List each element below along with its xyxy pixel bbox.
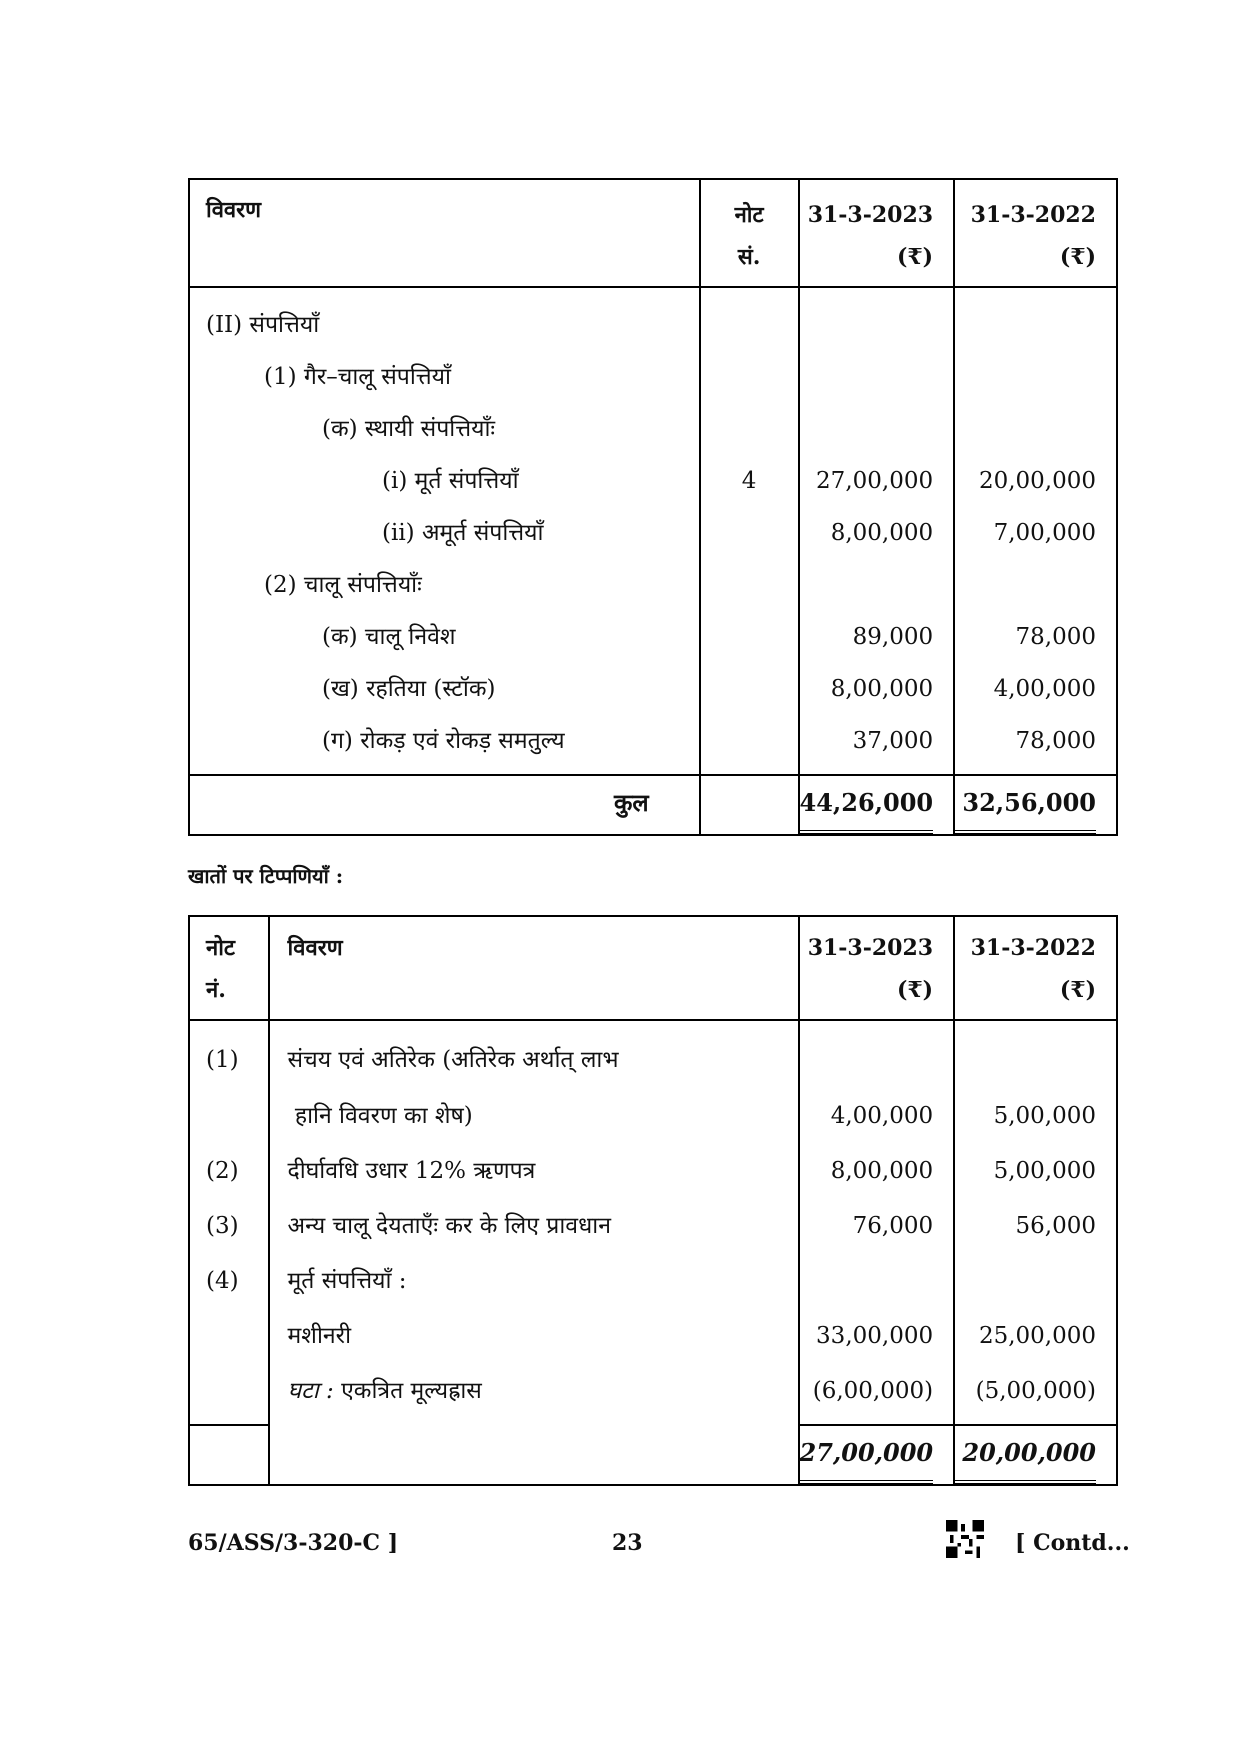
balance-sheet-table xyxy=(188,178,1118,836)
row-label: (ii) अमूर्त संपत्तियाँ xyxy=(382,520,544,546)
total-2022: 20,00,000 xyxy=(954,1425,1117,1485)
row-label: (II) संपत्तियाँ xyxy=(206,312,320,338)
continued-label: [ Contd... xyxy=(1015,1530,1130,1556)
col-particulars: विवरण xyxy=(269,916,799,1020)
table-row xyxy=(189,403,1117,455)
total-2022: 32,56,000 xyxy=(954,775,1117,835)
table-header xyxy=(189,179,1117,287)
table-header xyxy=(189,916,1117,1020)
paper-code: 65/ASS/3-320-C ] xyxy=(188,1530,399,1556)
table-row: (ग) रोकड़ एवं रोकड़ समतुल्य 37,000 78,000 xyxy=(189,715,1117,767)
col-year-2022: 31-3-2022 (₹) xyxy=(954,179,1117,287)
total-2023: 44,26,000 xyxy=(799,775,955,835)
row-label: (ग) रोकड़ एवं रोकड़ समतुल्य xyxy=(322,728,565,754)
table-row: घटा : एकत्रित मूल्यह्रास (6,00,000) (5,00,000) xyxy=(189,1364,1117,1419)
row-label: (क) चालू निवेश xyxy=(322,624,456,650)
table-row xyxy=(189,351,1117,403)
table-row: (ख) रहतिया (स्टॉक) 8,00,000 4,00,000 xyxy=(189,663,1117,715)
less-depreciation-label: घटा : एकत्रित मूल्यह्रास xyxy=(269,1364,799,1419)
page-number: 23 xyxy=(612,1530,643,1556)
table-row: हानि विवरण का शेष) 4,00,000 5,00,000 xyxy=(189,1088,1117,1144)
table-row xyxy=(189,299,1117,351)
table-row: (i) मूर्त संपत्तियाँ 4 27,00,000 20,00,000 xyxy=(189,455,1117,507)
col-note-no: नोट नं. xyxy=(189,916,269,1020)
col-year-2022: 31-3-2022 (₹) xyxy=(954,916,1117,1020)
notes-table xyxy=(188,915,1118,1486)
total-row xyxy=(189,1425,1117,1485)
notes-heading: खातों पर टिप्पणियाँ : xyxy=(188,864,344,888)
row-label: (क) स्थायी संपत्तियाँः xyxy=(322,416,496,442)
row-label: (i) मूर्त संपत्तियाँ xyxy=(382,468,519,494)
row-label: (ख) रहतिया (स्टॉक) xyxy=(322,676,496,702)
table-row: (ii) अमूर्त संपत्तियाँ 8,00,000 7,00,000 xyxy=(189,507,1117,559)
total-label: कुल xyxy=(189,775,700,835)
total-2023: 27,00,000 xyxy=(799,1425,955,1485)
col-year-2023: 31-3-2023 (₹) xyxy=(799,916,955,1020)
qr-code-icon xyxy=(946,1520,984,1562)
table-row xyxy=(189,559,1117,611)
row-label: (1) गैर–चालू संपत्तियाँ xyxy=(264,364,451,390)
table-row: (4) मूर्त संपत्तियाँ : xyxy=(189,1254,1117,1309)
row-label: (2) चालू संपत्तियाँः xyxy=(264,572,422,598)
table-row: (क) चालू निवेश 89,000 78,000 xyxy=(189,611,1117,663)
col-particulars: विवरण xyxy=(189,179,700,287)
col-year-2023: 31-3-2023 (₹) xyxy=(799,179,955,287)
table-row: मशीनरी 33,00,000 25,00,000 xyxy=(189,1309,1117,1364)
col-note: नोट सं. xyxy=(700,179,799,287)
table-row: (3) अन्य चालू देयताएँः कर के लिए प्रावधान 76,000 56,000 xyxy=(189,1199,1117,1254)
total-row xyxy=(189,775,1117,835)
table-row: (1) संचय एवं अतिरेक (अतिरेक अर्थात् लाभ xyxy=(189,1032,1117,1088)
table-row: (2) दीर्घावधि उधार 12% ऋणपत्र 8,00,000 5,00,000 xyxy=(189,1144,1117,1199)
